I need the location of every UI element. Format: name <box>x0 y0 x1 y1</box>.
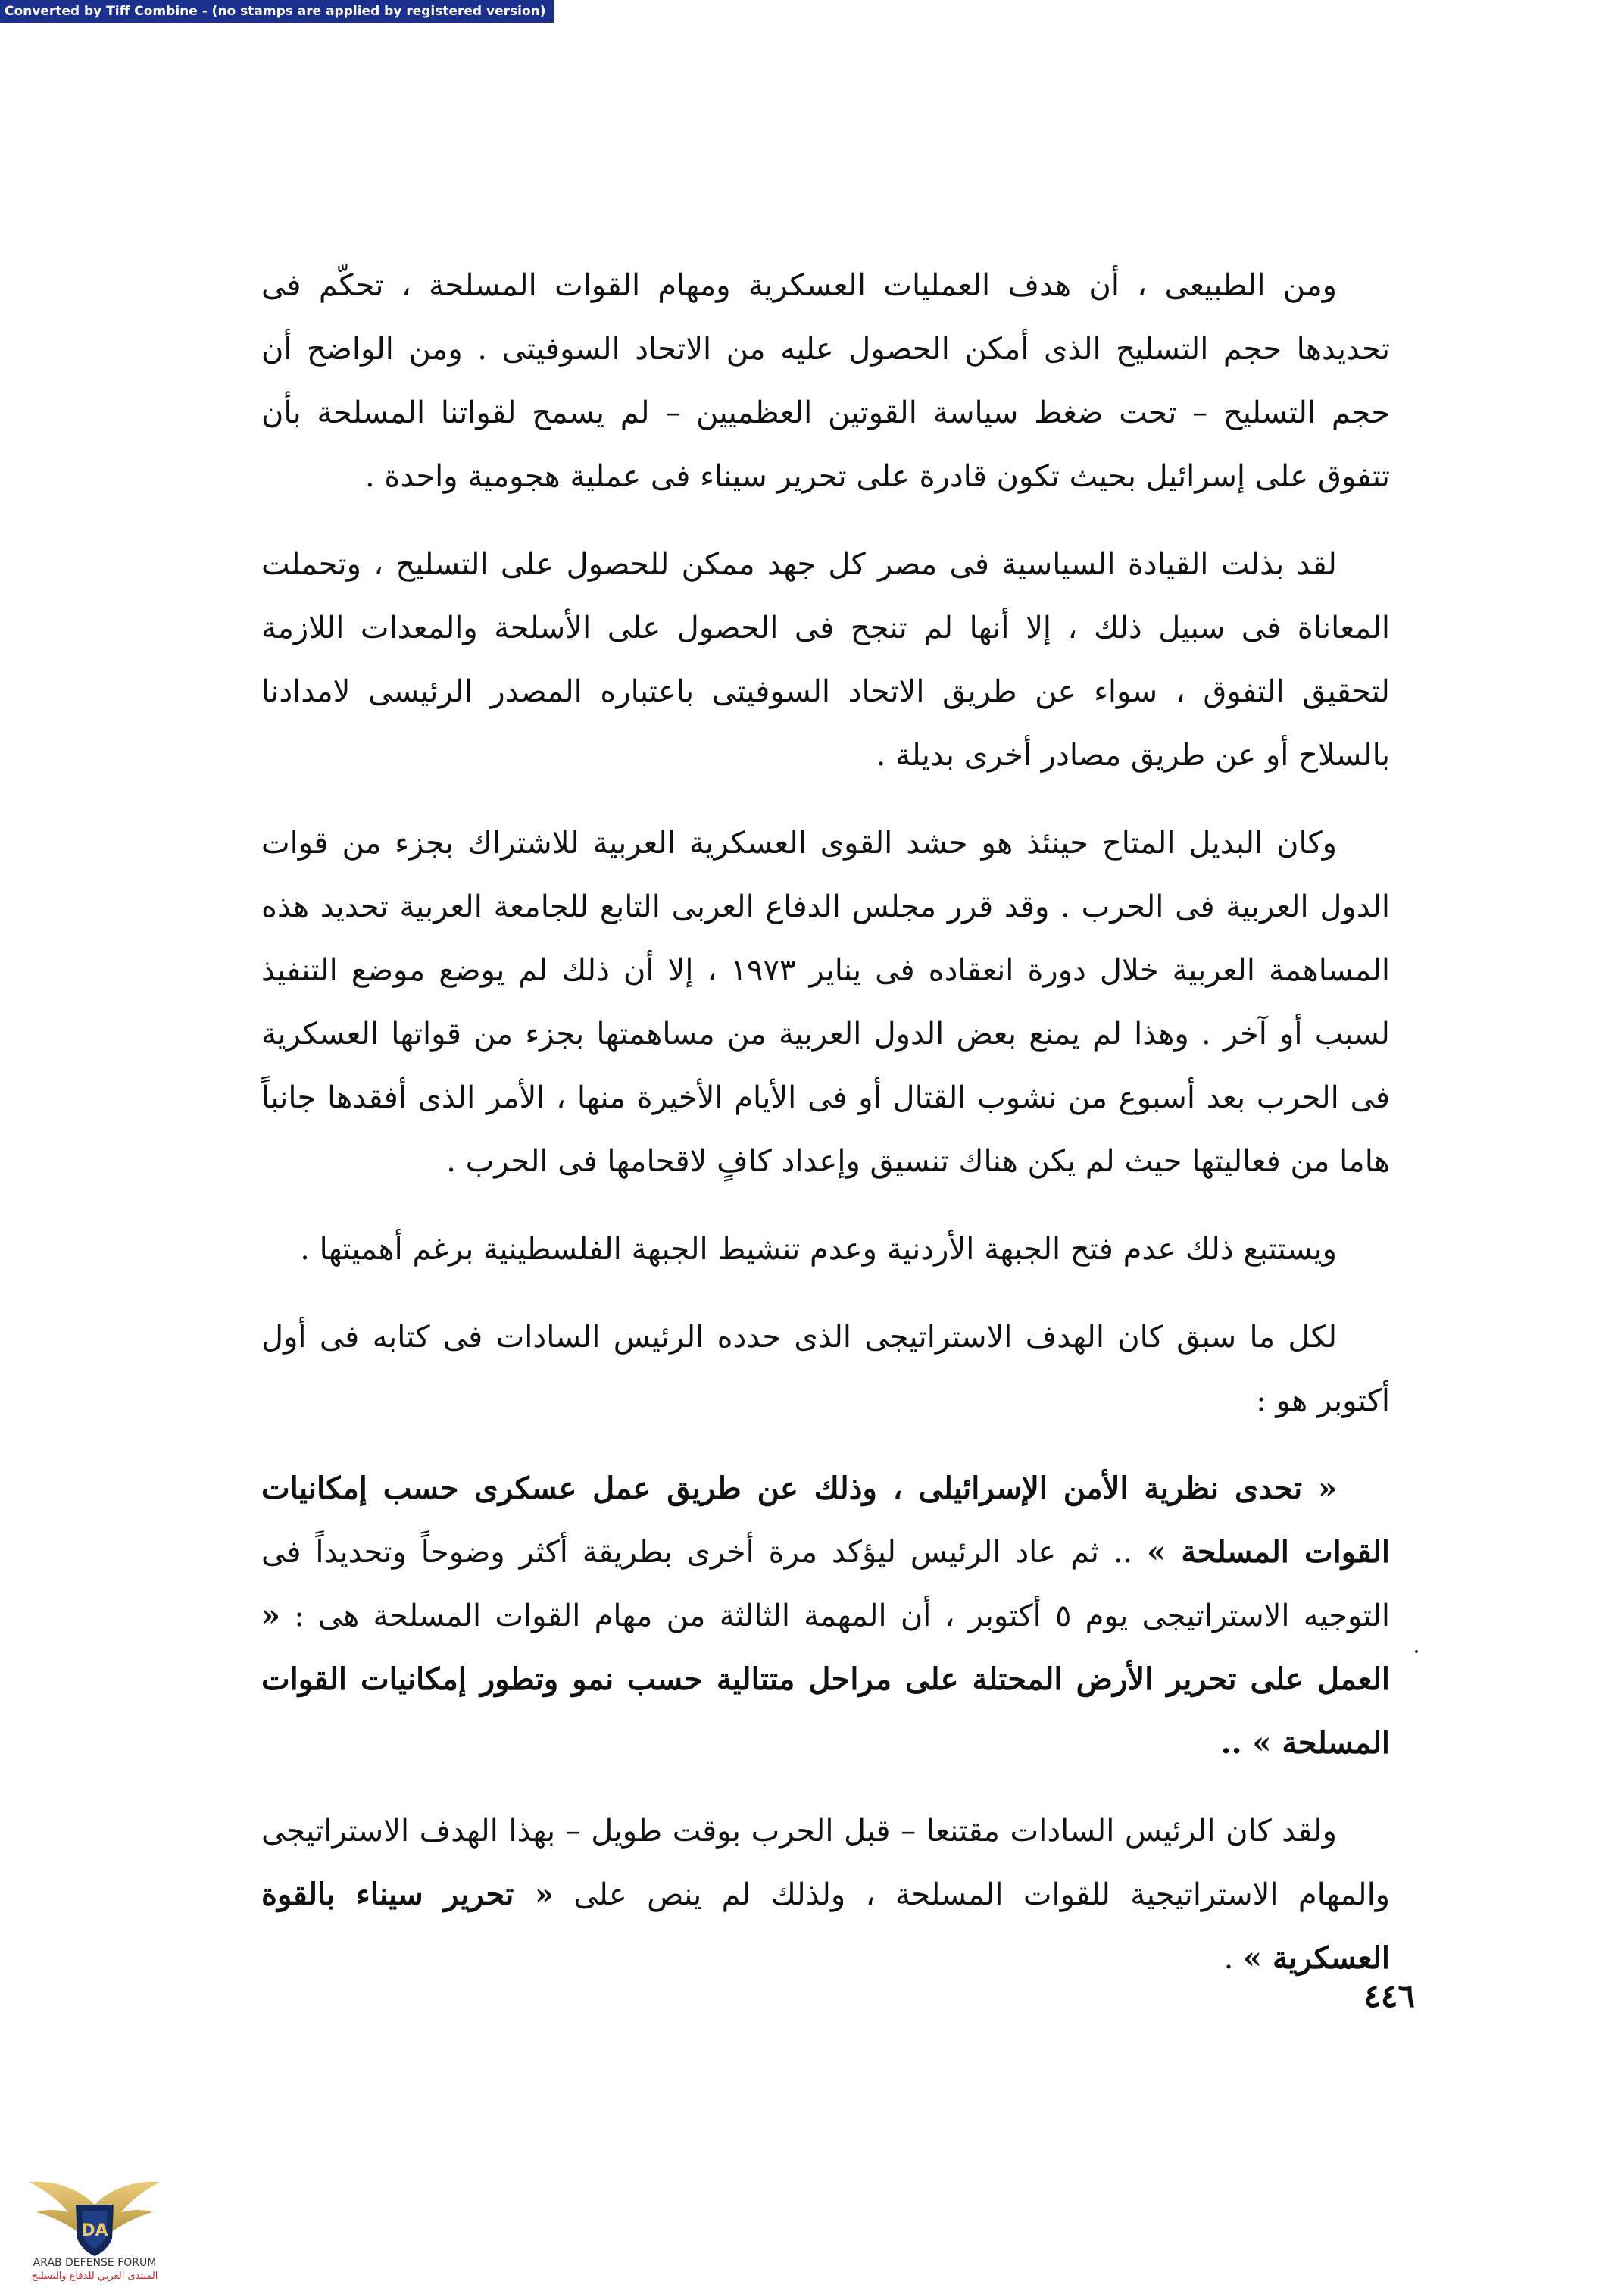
paragraph <box>261 1305 1390 1433</box>
logo-caption <box>15 2256 174 2283</box>
logo-caption-en: ARAB DEFENSE FORUM <box>33 2257 157 2269</box>
paragraph <box>261 1799 1390 1990</box>
quoted-text: « تحرير سيناء بالقوة العسكرية » <box>261 1877 1390 1976</box>
paragraph-text: .. ثم عاد الرئيس ليؤكد مرة أخرى بطريقة أكثر وضوحاً وتحديداً فى التوجيه الاستراتيجى يوم ٥ أكتوبر ، أن المهمة الثالثة من مهام القوات المسلحة هى : <box>261 1535 1390 1633</box>
quoted-text: « تحدى نظرية الأمن الإسرائيلى ، وذلك عن طريق عمل عسكرى حسب إمكانيات القوات المسلحة » <box>261 1471 1390 1570</box>
paragraph-text: ولقد كان الرئيس السادات مقتنعا – قبل الحرب بوقت طويل – بهذا الهدف الاستراتيجى والمهام الاستراتيجية للقوات المسلحة ، ولذلك لم ينص على <box>261 1814 1390 1912</box>
paragraph-text: لقد بذلت القيادة السياسية فى مصر كل جهد ممكن للحصول على التسليح ، وتحملت المعاناة فى سبيل ذلك ، إلا أنها لم تنجح فى الحصول على الأسلحة والمعدات اللازمة لتحقيق التفوق ، سواء عن طريق الاتحاد السوفيتى باعتباره المصدر الرئيسى لامدادنا بالسلاح أو عن طريق مصادر أخرى بديلة . <box>261 547 1390 773</box>
converter-banner: Converted by Tiff Combine - (no stamps are applied by registered version) <box>0 0 554 23</box>
paragraph <box>261 1217 1390 1281</box>
paragraph-text: ويستتبع ذلك عدم فتح الجبهة الأردنية وعدم تنشيط الجبهة الفلسطينية برغم أهميتها . <box>300 1232 1337 1267</box>
paragraph <box>261 811 1390 1193</box>
quoted-text: « العمل على تحرير الأرض المحتلة على مراحل متتالية حسب نمو وتطور إمكانيات القوات المسلحة » .. <box>261 1598 1390 1761</box>
logo-caption-ar: المنتدى العربي للدفاع والتسليح <box>31 2271 158 2282</box>
page-number: ٤٤٦ <box>1363 1977 1415 2014</box>
paragraph-text: وكان البديل المتاح حينئذ هو حشد القوى العسكرية العربية للاشتراك بجزء من قوات الدول العربية فى الحرب . وقد قرر مجلس الدفاع العربى التابع للجامعة العربية تحديد هذه المساهمة العربية خلال دورة انعقاده فى يناير ١٩٧٣ ، إلا أن ذلك لم يوضع موضع التنفيذ لسبب أو آخر . وهذا لم يمنع بعض الدول العربية من مساهمتها بجزء من قواتها العسكرية فى الحرب بعد أسبوع من نشوب القتال أو فى الأيام الأخيرة منها ، الأمر الذى أفقدها جانباً هاما من فعاليتها حيث لم يكن هناك تنسيق وإعداد كافٍ لاقحامها فى الحرب . <box>261 826 1390 1179</box>
paragraph-text: ومن الطبيعى ، أن هدف العمليات العسكرية ومهام القوات المسلحة ، تحكّم فى تحديدها حجم التسليح الذى أمكن الحصول عليه من الاتحاد السوفيتى . ومن الواضح أن حجم التسليح – تحت ضغط سياسة القوتين العظميين – لم يسمح لقواتنا المسلحة بأن تتفوق على إسرائيل بحيث تكون قادرة على تحرير سيناء فى عملية هجومية واحدة . <box>261 268 1390 494</box>
paragraph <box>261 1457 1390 1775</box>
paragraph <box>261 254 1390 508</box>
paragraph <box>261 533 1390 787</box>
paragraph-text: لكل ما سبق كان الهدف الاستراتيجى الذى حدده الرئيس السادات فى كتابه فى أول أكتوبر هو : <box>261 1320 1390 1418</box>
svg-text:DA: DA <box>81 2221 108 2240</box>
margin-speck <box>1415 1650 1418 1653</box>
paragraph-text: . <box>1223 1941 1244 1976</box>
page-body <box>261 254 1390 2014</box>
